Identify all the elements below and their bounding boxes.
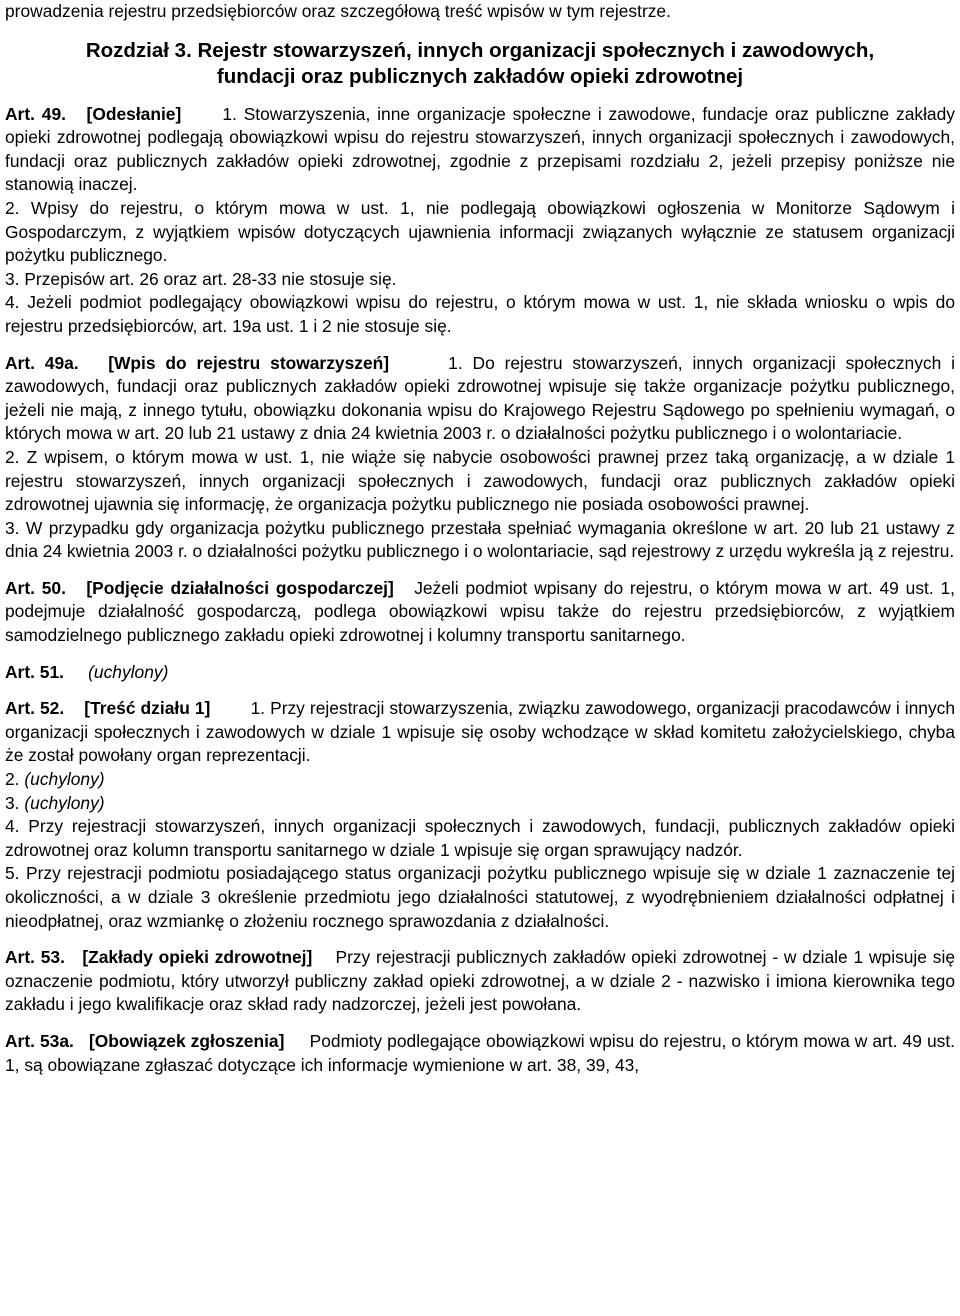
article-49-text-1: 1. Stowarzyszenia, inne organizacje społeczne i zawodowe, fundacje oraz publiczne zakłady opieki zdrowotnej podlegają obowiązkowi wpisu do rejestru stowarzyszeń, innych organizacji społecznych i zawodowych, fundacji oraz publicznych zakładów opieki zdrowotnej, zgodnie z przepisami rozdziału 2, jeżeli przepisy poniższe nie stanowią inaczej. xyxy=(5,103,955,195)
article-51 xyxy=(5,661,955,685)
article-49a xyxy=(5,352,955,564)
intro-text: prowadzenia rejestru przedsiębiorców oraz szczegółową treść wpisów w tym rejestrze. xyxy=(5,1,671,21)
chapter-heading xyxy=(5,38,955,90)
article-50-title: [Podjęcie działalności gospodarczej] xyxy=(86,577,394,598)
article-53a-para-1 xyxy=(5,1030,955,1077)
article-52-text-1: 1. Przy rejestracji stowarzyszenia, związku zawodowego, organizacji pracodawców i innych organizacji społecznych i zawodowych w dziale 1 wpisuje się osoby wchodzące w skład komitetu założycielskiego, chyba że został powołany organ reprezentacji. xyxy=(5,698,956,766)
article-51-title: (uchylony) xyxy=(88,661,169,682)
article-49-para-4: 4. Jeżeli podmiot podlegający obowiązkowi wpisu do rejestru, o którym mowa w ust. 1, nie składa wniosku o wpis do rejestru przedsiębiorców, art. 19a ust. 1 i 2 nie stosuje się. xyxy=(5,292,955,336)
article-52-para-3 xyxy=(5,792,955,816)
article-52-para-2 xyxy=(5,768,955,792)
article-50 xyxy=(5,577,955,648)
article-51-para-1 xyxy=(5,661,955,685)
article-52-para-2-number: 2. xyxy=(5,769,20,790)
article-49a-title: [Wpis do rejestru stowarzyszeń] xyxy=(108,352,390,373)
article-52-para-3-number: 3. xyxy=(5,792,20,813)
article-52-para-1 xyxy=(5,697,955,768)
article-49a-para-3: 3. W przypadku gdy organizacja pożytku publicznego przestała spełniać wymagania określone w art. 20 lub 21 ustawy z dnia 24 kwietnia 2003 r. o działalności pożytku publicznego i o wolontariacie, sąd rejestrowy z urzędu wykreśla ją z rejestru. xyxy=(5,517,955,562)
article-53a xyxy=(5,1030,955,1077)
article-53a-title: [Obowiązek zgłoszenia] xyxy=(88,1030,285,1051)
article-49-title: [Odesłanie] xyxy=(86,103,182,124)
article-52-number: Art. 52. xyxy=(5,698,65,719)
article-49a-para-1 xyxy=(5,352,955,446)
article-52-para-3-text: (uchylony) xyxy=(24,792,105,813)
chapter-heading-line-1: Rozdział 3. Rejestr stowarzyszeń, innych organizacji społecznych i zawodowych, xyxy=(85,38,875,62)
article-53a-number: Art. 53a. xyxy=(5,1030,74,1051)
article-51-number: Art. 51. xyxy=(5,661,64,682)
article-52-title: [Treść działu 1] xyxy=(84,698,211,719)
article-49 xyxy=(5,103,955,339)
article-53-text-1: Przy rejestracji publicznych zakładów opieki zdrowotnej - w dziale 1 wpisuje się oznaczenie podmiotu, który utworzył publiczny zakład opieki zdrowotnej, a w dziale 2 - nazwisko i imiona kierownika tego zakładu i jego kwalifikacje oraz skład rady nadzorczej, jeżeli jest powołana. xyxy=(5,947,955,1015)
article-49-para-3: 3. Przepisów art. 26 oraz art. 28-33 nie stosuje się. xyxy=(5,268,397,289)
article-53-title: [Zakłady opieki zdrowotnej] xyxy=(82,947,313,968)
article-49a-para-2: 2. Z wpisem, o którym mowa w ust. 1, nie wiąże się nabycie osobowości prawnej przez taką organizację, a w dziale 1 rejestru stowarzyszeń, innych organizacji społecznych i zawodowych, fundacji oraz publicznych zakładów opieki zdrowotnej ujawnia się informację, że organizacja pożytku publicznego nie posiada osobowości prawnej. xyxy=(5,446,955,515)
article-49a-text-1: 1. Do rejestru stowarzyszeń, innych organizacji społecznych i zawodowych, fundacji oraz publicznych zakładów opieki zdrowotnej wpisuje się także organizacje pożytku publicznego, jeżeli nie mają, z innego tytułu, obowiązku dokonania wpisu do Krajowego Rejestru Sądowego po spełnieniu wymagań, o których mowa w art. 20 lub 21 ustawy z dnia 24 kwietnia 2003 r. o działalności pożytku publicznego i o wolontariacie. xyxy=(5,352,955,444)
article-53-para-1 xyxy=(5,946,955,1017)
article-53 xyxy=(5,946,955,1017)
article-53-number: Art. 53. xyxy=(5,947,65,968)
article-50-text-1: Jeżeli podmiot wpisany do rejestru, o którym mowa w art. 49 ust. 1, podejmuje działalność gospodarczą, podlega obowiązkowi wpisu także do rejestru przedsiębiorców, z wyjątkiem samodzielnego publicznego zakładu opieki zdrowotnej i kolumny transportu sanitarnego. xyxy=(5,577,955,646)
article-49-para-1 xyxy=(5,103,955,197)
article-49-para-2: 2. Wpisy do rejestru, o którym mowa w ust. 1, nie podlegają obowiązkowi ogłoszenia w Monitorze Sądowym i Gospodarczym, z wyjątkiem wpisów dotyczących ujawnienia informacji związanych wyłącznie ze statusem organizacji pożytku publicznego. xyxy=(5,197,955,266)
chapter-heading-line-2: fundacji oraz publicznych zakładów opieki zdrowotnej xyxy=(216,64,744,88)
article-50-number: Art. 50. xyxy=(5,577,66,598)
article-49-number: Art. 49. xyxy=(5,103,66,124)
article-52-para-5: 5. Przy rejestracji podmiotu posiadającego status organizacji pożytku publicznego wpisuje się w dziale 1 zaznaczenie tej okoliczności, a w dziale 3 określenie przedmiotu jego działalności statutowej, z wyodrębnieniem działalności odpłatnej i nieodpłatnej, oraz wzmiankę o złożeniu rocznego sprawozdania z działalności. xyxy=(5,863,955,931)
article-50-para-1 xyxy=(5,577,955,648)
article-52-para-2-text: (uchylony) xyxy=(24,769,105,790)
article-52-para-4: 4. Przy rejestracji stowarzyszeń, innych organizacji społecznych i zawodowych, fundacji, publicznych zakładów opieki zdrowotnej oraz kolumn transportu sanitarnego w dziale 1 wpisuje się organ sprawujący nadzór. xyxy=(5,816,955,860)
article-52 xyxy=(5,697,955,933)
article-53a-text-1: Podmioty podlegające obowiązkowi wpisu do rejestru, o którym mowa w art. 49 ust. 1, są obowiązane zgłaszać dotyczące ich informacje wymienione w art. 38, 39, 43, xyxy=(5,1030,955,1075)
article-49a-number: Art. 49a. xyxy=(5,352,79,373)
